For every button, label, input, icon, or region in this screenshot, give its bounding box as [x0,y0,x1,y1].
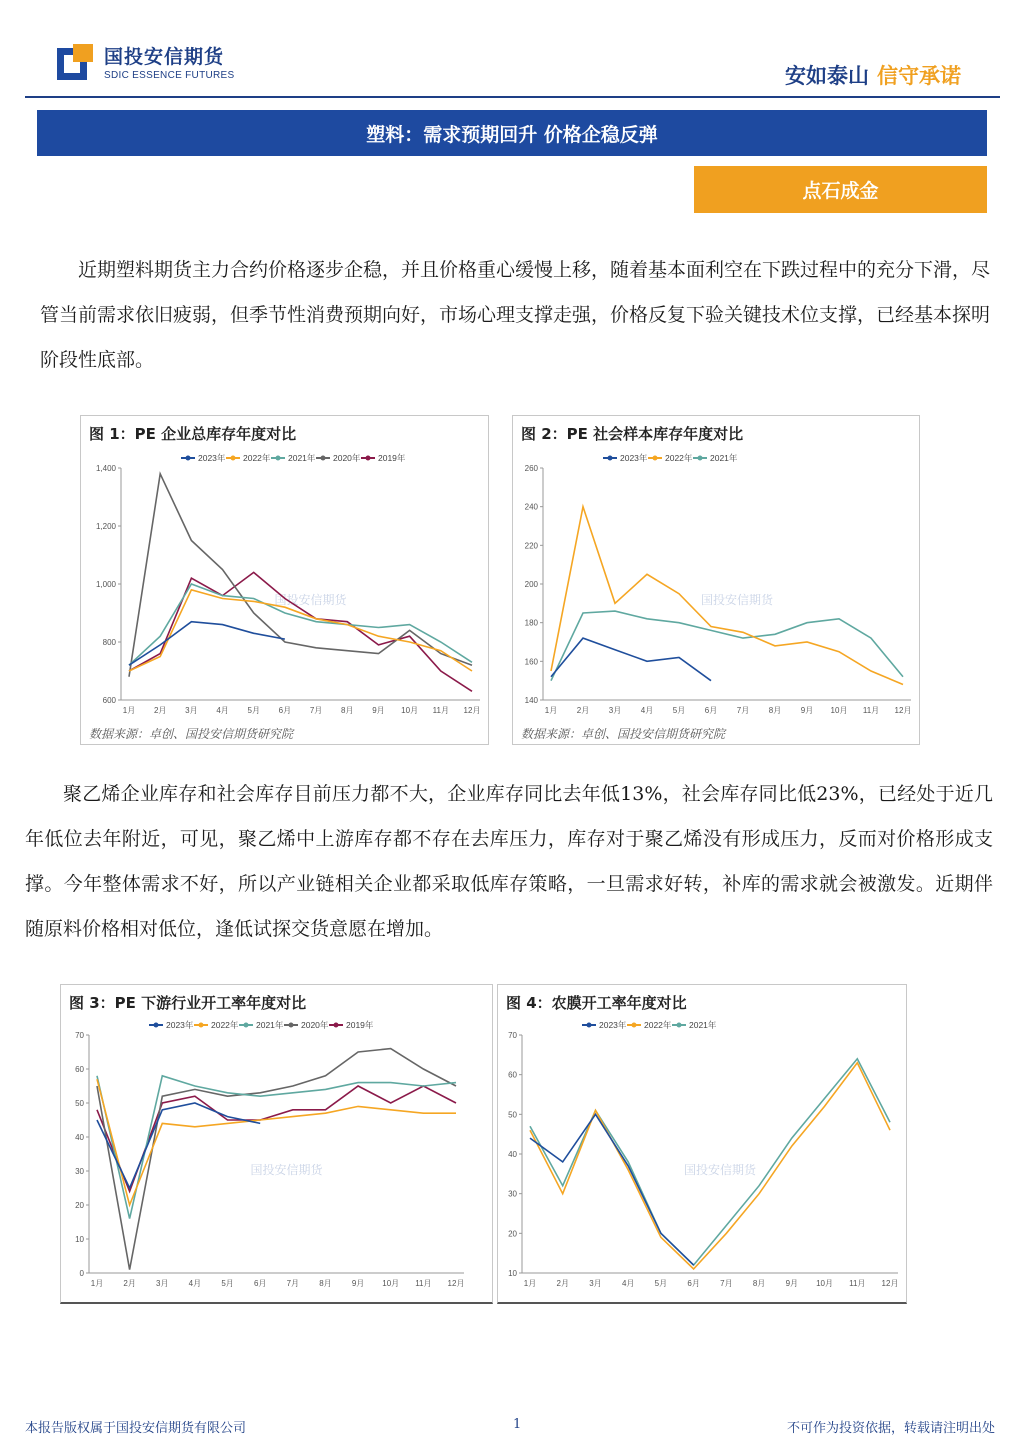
footer-copyright: 本报告版权属于国投安信期货有限公司 [25,1421,247,1436]
y-tick-label: 140 [524,696,538,705]
y-tick-label: 800 [102,638,116,647]
y-tick-label: 10 [508,1269,517,1278]
x-tick-label: 5月 [221,1279,234,1288]
header-divider [25,96,1000,98]
x-tick-label: 2月 [123,1279,136,1288]
legend-label: 2019年 [346,1020,374,1030]
y-tick-label: 70 [75,1031,84,1040]
slogan-part-2: 信守承诺 [877,64,961,88]
watermark: 国投安信期货 [274,593,347,607]
series-line-2023 [551,638,711,681]
legend-label: 2023年 [166,1020,194,1030]
legend-marker [587,1023,592,1028]
y-tick-label: 50 [508,1110,517,1120]
x-tick-label: 1月 [544,706,558,715]
legend-marker [632,1023,637,1028]
y-tick-label: 600 [102,696,116,705]
chart-1-plot [81,450,490,720]
legend-marker [244,1023,249,1028]
series-line-2019 [129,572,472,691]
y-tick-label: 40 [508,1150,517,1159]
y-tick-label: 0 [79,1269,84,1278]
legend-label: 2019年 [378,453,406,463]
x-tick-label: 7月 [720,1279,733,1288]
x-tick-label: 8月 [319,1279,332,1288]
x-tick-label: 10月 [401,706,419,715]
paragraph-2: 聚乙烯企业库存和社会库存目前压力都不大，企业库存同比去年低13%，社会库存同比低23%，已经处于近几年低位去年附近，可见，聚乙烯中上游库存都不存在去库压力，库存对于聚乙烯没有形成压力，反而对价格形成支撑。今年整体需求不好，所以产业链相关企业都采取低库存策略，一旦需求好转，补库的需求就会被激发。近期伴随原料价格相对低位，逢低试探交货意愿在增加。 [25,783,993,940]
legend-marker [698,456,703,461]
y-tick-label: 1,400 [95,464,116,473]
x-tick-label: 4月 [640,706,654,715]
legend-marker [276,456,281,461]
legend-label: 2022年 [243,453,271,463]
legend-marker [289,1023,294,1028]
legend-label: 2023年 [198,453,226,463]
y-tick-label: 1,000 [95,580,116,589]
slogan-part-1: 安如泰山 [785,64,869,88]
x-tick-label: 1月 [122,706,136,715]
y-tick-label: 180 [524,618,538,628]
x-tick-label: 1月 [523,1279,537,1288]
y-tick-label: 30 [75,1167,84,1176]
x-tick-label: 12月 [881,1279,899,1288]
chart-4-title: 图 4：农膜开工率年度对比 [506,994,687,1012]
chart-2-frame [512,415,920,745]
chart-3-frame [60,984,493,1304]
y-tick-label: 20 [75,1201,84,1210]
x-tick-label: 10月 [816,1279,833,1288]
legend-label: 2022年 [665,453,693,463]
y-tick-label: 70 [508,1031,517,1040]
chart-4-plot [498,1017,908,1303]
x-tick-label: 6月 [704,706,718,715]
x-tick-label: 2月 [153,706,167,715]
legend-label: 2021年 [288,453,316,463]
x-tick-label: 3月 [185,706,198,715]
x-tick-label: 10月 [830,706,848,715]
watermark: 国投安信期货 [250,1163,323,1177]
legend-marker [653,456,658,461]
legend-marker [608,456,613,461]
x-tick-label: 1月 [90,1279,104,1288]
y-tick-label: 40 [75,1133,84,1142]
x-tick-label: 7月 [286,1279,300,1288]
x-tick-label: 6月 [687,1279,700,1288]
watermark: 国投安信期货 [700,593,774,607]
legend-label: 2020年 [301,1020,329,1030]
y-tick-label: 220 [524,541,538,551]
x-tick-label: 4月 [621,1279,635,1288]
chart-2-title: 图 2：PE 社会样本库存年度对比 [521,425,744,443]
x-tick-label: 7月 [309,706,323,715]
section-tag: 点石成金 [694,166,987,213]
x-tick-label: 8月 [752,1279,766,1288]
legend-marker [321,456,326,461]
paragraph-1: 近期塑料期货主力合约价格逐步企稳，并且价格重心缓慢上移，随着基本面利空在下跌过程中的充分下滑，尽管当前需求依旧疲弱，但季节性消费预期向好，市场心理支撑走强，价格反复下验关键技术位支撑，已经基本探明阶段性底部。 [40,259,991,371]
legend-label: 2023年 [620,453,648,463]
logo-english-name: SDIC ESSENCE FUTURES [104,70,235,81]
legend-marker [334,1023,339,1028]
watermark: 国投安信期货 [683,1163,757,1177]
series-line-2020 [97,1049,456,1270]
x-tick-label: 7月 [736,706,750,715]
legend-marker [154,1023,159,1028]
x-tick-label: 12月 [463,706,481,715]
x-tick-label: 3月 [156,1279,169,1288]
y-tick-label: 20 [508,1229,517,1239]
chart-4-frame [497,984,907,1304]
y-tick-label: 160 [524,657,538,667]
x-tick-label: 11月 [415,1279,432,1288]
chart-3-title: 图 3：PE 下游行业开工率年度对比 [69,994,307,1012]
company-logo-icon [55,42,95,82]
legend-marker [677,1023,682,1028]
x-tick-label: 11月 [849,1279,866,1288]
page-number: 1 [513,1417,522,1432]
x-tick-label: 6月 [278,706,292,715]
x-tick-label: 12月 [894,706,912,715]
legend-label: 2023年 [599,1020,627,1030]
x-tick-label: 12月 [447,1279,465,1288]
x-tick-label: 4月 [216,706,229,715]
y-tick-label: 60 [508,1070,517,1080]
legend-label: 2021年 [710,453,738,463]
chart-1-source: 数据来源：卓创、国投安信期货研究院 [89,727,294,741]
x-tick-label: 9月 [351,1279,365,1288]
legend-marker [199,1023,204,1028]
y-tick-label: 60 [75,1065,84,1074]
legend-marker [366,456,371,461]
legend-label: 2021年 [256,1020,284,1030]
y-tick-label: 30 [508,1189,517,1199]
y-tick-label: 260 [524,464,538,473]
x-tick-label: 8月 [768,706,782,715]
chart-2-plot [513,450,921,720]
x-tick-label: 2月 [576,706,590,715]
x-tick-label: 10月 [382,1279,400,1288]
legend-label: 2021年 [689,1020,717,1030]
y-tick-label: 240 [524,502,538,512]
series-line-2020 [129,474,472,677]
legend-label: 2022年 [644,1020,672,1030]
y-tick-label: 200 [524,580,538,589]
x-tick-label: 11月 [862,706,880,715]
x-tick-label: 2月 [556,1279,569,1288]
x-tick-label: 6月 [253,1279,267,1288]
logo-chinese-name: 国投安信期货 [104,46,225,68]
y-tick-label: 10 [75,1235,84,1244]
x-tick-label: 5月 [654,1279,668,1288]
series-line-2022 [97,1079,456,1205]
x-tick-label: 5月 [672,706,686,715]
x-tick-label: 9月 [800,706,814,715]
y-tick-label: 50 [75,1099,84,1108]
x-tick-label: 3月 [589,1279,602,1288]
legend-marker [231,456,236,461]
chart-2-source: 数据来源：卓创、国投安信期货研究院 [521,727,726,741]
slogan [785,60,961,90]
x-tick-label: 9月 [372,706,385,715]
chart-3-plot [61,1017,494,1303]
chart-1-title: 图 1：PE 企业总库存年度对比 [89,425,297,443]
chart-1-frame [80,415,489,745]
x-tick-label: 5月 [247,706,260,715]
legend-marker [186,456,191,461]
x-tick-label: 3月 [608,706,622,715]
footer-disclaimer: 不可作为投资依据，转载请注明出处 [786,1421,995,1436]
x-tick-label: 8月 [341,706,354,715]
legend-label: 2022年 [211,1020,239,1030]
series-line-2021 [530,1059,890,1265]
y-tick-label: 1,200 [95,522,116,531]
page-title: 塑料：需求预期回升 价格企稳反弹 [37,110,987,156]
x-tick-label: 11月 [432,706,449,715]
legend-label: 2020年 [333,453,361,463]
x-tick-label: 4月 [188,1279,202,1288]
x-tick-label: 9月 [785,1279,799,1288]
